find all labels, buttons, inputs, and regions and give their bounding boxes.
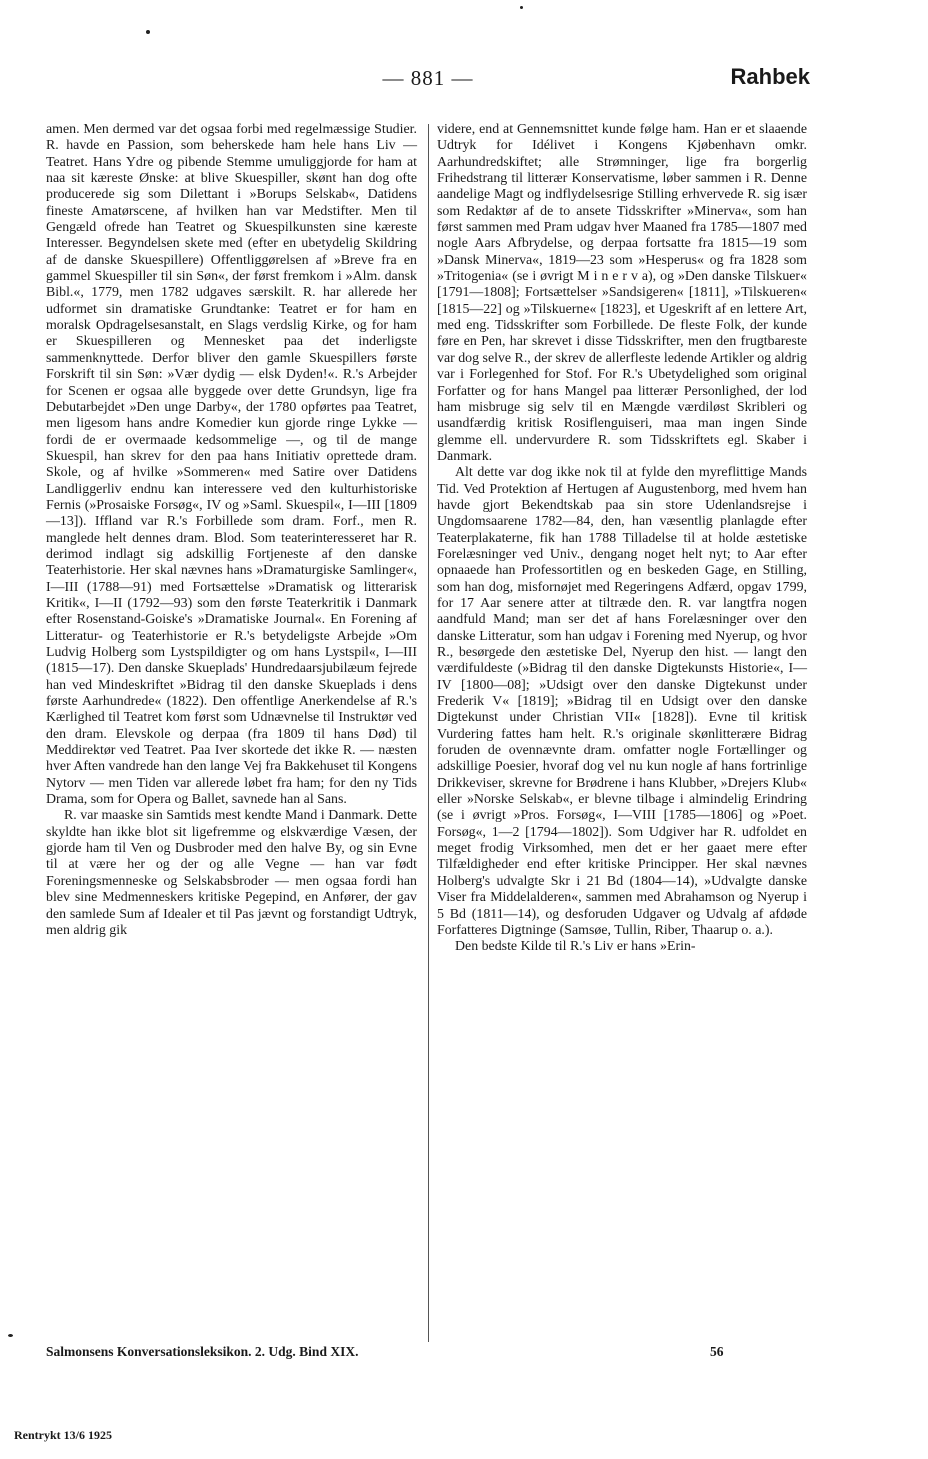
left-paragraph-1: amen. Men dermed var det ogsaa forbi med regelmæssige Studier. R. havde en Passion, som beherskede ham hele hans Liv — Teatret. Hans Ydre og pibende Stemme umuliggjorde for ham at naa sit kæreste Ønske: at blive Skuespiller, skønt han dog ofte producerede sig som Dilettant i »Borups Selskab«, Datidens fineste Amatørscene, af hvilken han var Medstifter. Men til Gengæld ofrede han Teatret og Skuespilkunsten sine kæreste Interesser. Begyndelsen skete med (efter en ubetydelig Skildring af de danske Skuespillere) Offentliggørelsen af »Breve fra en gammel Skuespiller til sin Søn«, der først fremkom i »Alm. dansk Bibl.«, 1779, men 1782 udgaves særskilt. R. har allerede her udformet sin dramatiske Grundtanke: Teatret er for ham en moralsk Opdragelsesanstalt, en Slags verdslig Kirke, og for ham er Skuespilleren og Mennesket paa det inderligste sammenknyttede. Derfor bliver den gamle Skuespillers første Forskrift til sin Søn: »Vær dydig — elsk Dyden!«. R.'s Arbejder for Scenen er ogsaa alle byggede over dette Grundsyn, lige fra Debutarbejdet »Den unge Darby«, der 1780 opførtes paa Teatret, men ligesom hans andre Komedier kun gjorde ringe Lykke — fordi de er overmaade kedsommelige —, og til de mange Skuespil, han skrev for den paa hans Initiativ oprettede dram. Skole, og af hvilke »Sommeren« med Satire over Datidens Landliggerliv endnu kan interessere ved den kulturhistoriske Fernis (»Prosaiske Forsøg«, IV og »Saml. Skuespil«, I—III [1809—13]). Iffland var R.'s Forbillede som dram. Forf., men R. manglede helt dennes dram. Blod. Som teaterinteresseret har R. derimod indlagt sig adskillig Fortjeneste af den danske Teaterhistorie. Her skal nævnes hans »Dramaturgiske Samlinger«, I—III (1788—91) med Fortsættelse »Dramatisk og litterarisk Kritik«, I—II (1792—93) som den første Teaterkritik i Danmark efter Rosenstand-Goiske's »Dramatiske Journal«. En Forening af Litteratur- og Teaterhistorie er R.'s betydeligste Arbejde »Om Ludvig Holberg som Lystspildigter og om hans Lystspil«, I—III (1815—17). Den danske Skueplads' Hundredaarsjubilæum fejrede han ved Mindeskriftet »Bidrag til den danske Skueplads i dens første Aarhundrede« (1822). Den offentlige Anerkendelse af R.'s Kærlighed til Teatret kom først som Udnævnelse til Instruktør ved den dram. Elevskole og derpaa (fra 1809 til hans Død) til Meddirektør ved Teatret. Paa Iver skortede det ikke R. — næsten hver Aften vandrede han den lange Vej fra Bakkehuset til Kongens Nytorv — men Tiden var allerede løbet fra ham; for den ny Tids Drama, som for Opera og Ballet, savnede han al Sans.	[46, 122, 417, 808]
left-paragraph-2: R. var maaske sin Samtids mest kendte Mand i Danmark. Dette skyldte han ikke blot sit ligefremme og elskværdige Væsen, der gjorde ham til Ven og Dusbroder med den halve By, og sin Evne til at være her og der og alle Vegne — han var født Foreningsmenneske og Selskabsbroder — men ogsaa fordi han blev sine Medmenneskers kritiske Pegepind, en Anfører, der gav den samlede Sum af Idealer et til Pas jævnt og forstandigt Udtryk, men aldrig gik	[46, 808, 417, 938]
running-head: Rahbek	[730, 64, 810, 89]
footer-source: Salmonsens Konversationsleksikon. 2. Udg. Bind XIX.	[46, 1344, 359, 1359]
page-header	[0, 62, 928, 98]
scan-speck	[8, 1334, 13, 1337]
printer-note: Rentrykt 13/6 1925	[14, 1428, 112, 1442]
footer-signature: 56	[710, 1344, 724, 1359]
right-paragraph-3: Den bedste Kilde til R.'s Liv er hans »Erin-	[455, 939, 696, 955]
column-divider	[428, 124, 429, 1342]
left-column	[46, 122, 417, 939]
scan-speck	[520, 6, 523, 9]
page-footer	[46, 1344, 806, 1366]
scan-speck	[146, 30, 150, 34]
page-number: — 881 —	[382, 66, 474, 90]
right-paragraph-2: Alt dette var dog ikke nok til at fylde den myreflittige Mands Tid. Ved Protektion af Hertugen af Augustenborg, med hvem han havde gjort Bekendtskab paa sin store Udenlandsrejse i Ungdomsaarene 1782—84, den, han væsentlig planlagde efter Teaterplakaterne, fik han 1788 Tilladelse til at holde æstetiske Forelæsninger ved Univ., dengang noget helt nyt; to Aar efter opnaaede han Professortitlen og en beskeden Gage, en Stilling, som han dog, misfornøjet med Regeringens Adfærd, opgav 1799, for 17 Aar senere atter at tiltræde den. R. var langtfra nogen aandfuld Mand; man ser det af hans Forelæsninger over den danske Litteratur, som han udgav i Forening med Nyerup, og hvor R., besørgede den æstetiske Del, Nyerup den hist. — langt den værdifuldeste (»Bidrag til den danske Digtekunsts Historie«, I—IV [1800—08]; »Udsigt over den danske Digtekunst under Frederik V« [1819]; »Bidrag til en Udsigt over den danske Digtekunst under Christian VII« [1828]). Evne til kritisk Vurdering fattes ham helt. R.'s originale skønlitterære Bidrag foruden de ovennævnte dram. omfatter nogle Fortællinger og adskillige Poesier, hvoraf dog vel nu kun nogle af hans fortrinlige Drikkeviser, skrevne for Brødrene i hans Klubber, »Drejers Klub« eller »Norske Selskab«, er blevne tilbage i almindelig Erindring (se i øvrigt »Pros. Forsøg«, I—VIII [1785—1806] og »Poet. Forsøg«, 1—2 [1794—1802]). Som Udgiver har R. udfoldet en meget frodig Virksomhed, men det er her gaaet mere efter Tilfældigheder end efter kritiske Principper. Her skal nævnes Holberg's udvalgte Skr i 21 Bd (1804—14), »Udvalgte danske Viser fra Middelalderen«, sammen med Abrahamson og Nyerup i 5 Bd (1811—14), og desforuden Udgaver og Udvalg af afdøde Forfatteres Digtninge (Samsøe, Tullin, Riber, Thaarup o. a.).	[437, 465, 807, 938]
right-column	[437, 122, 807, 956]
right-paragraph-1: videre, end at Gennemsnittet kunde følge ham. Han er et slaaende Udtryk for Idélivet i Kongens Kjøbenhavn omkr. Aarhundredskiftet; alle Strømninger, lige fra borgerlig Frihedstrang til litterær Konservatisme, løber sammen i R. Denne aandelige Magt og indflydelsesrige Stilling erhvervede R. sig især som Redaktør af de to ansete Tidsskrifter »Minerva«, som han først sammen med Pram udgav hver Maaned fra 1785—1807 med nogle Aars Afbrydelse, og derpaa fortsatte fra 1815—19 som »Dansk Minerva«, 1819—23 som »Hesperus« og fra 1828 som »Tritogenia« (se i øvrigt M i n e r v a), og »Den danske Tilskuer« [1791—1808]; Fortsættelser »Sandsigeren« [1811], »Tilskueren« [1815—22] og »Tilskuerne« [1823], et Ugeskrift af en lettere Art, med eng. Tidsskrifter som Forbillede. De fleste Folk, der kunde føre en Pen, har skrevet i disse Tidsskrifter, men den frugtbareste var dog selve R., der skrev de allerfleste ledende Artikler og aldrig var i Forlegenhed for Stof. For R.'s Ubetydelighed som original Forfatter og for hans Mangel paa litterær Personlighed, der lod ham misbruge sig selv til en Mængde værdiløst Skribleri og usandfærdig kritisk Rosiflenguiseri, maa man ingen Sinde glemme ell. undervurdere R. som Tidsskriftets egl. Skaber i Danmark.	[437, 122, 807, 464]
